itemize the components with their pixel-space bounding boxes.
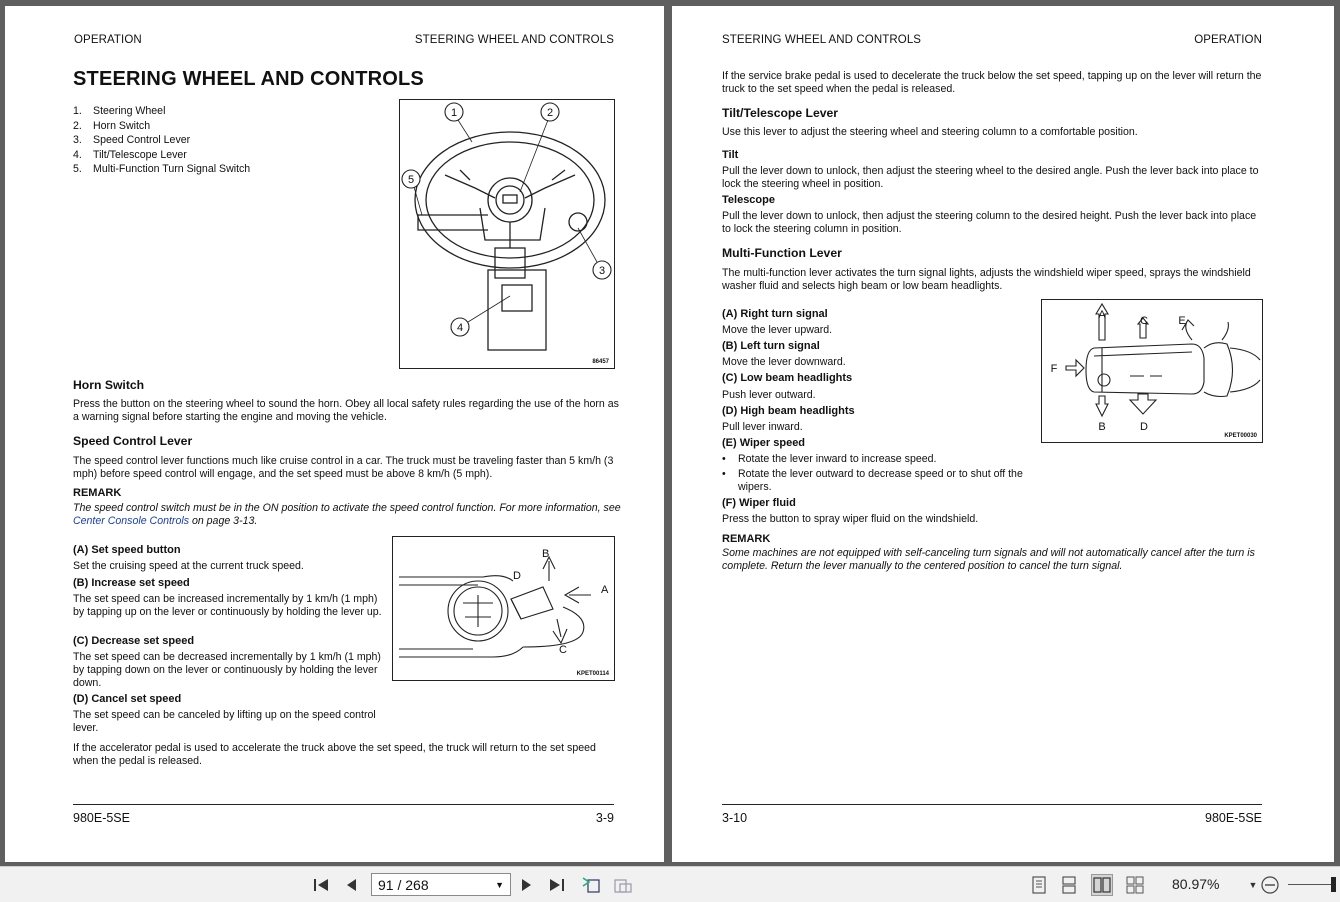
tilt-heading: Tilt/Telescope Lever	[722, 106, 839, 120]
list-item: • Rotate the lever outward to decrease speed or to shut off the wipers.	[722, 468, 1040, 494]
header-left: OPERATION	[74, 34, 142, 46]
high-beam-text: Pull lever inward.	[722, 421, 803, 433]
label-b: B	[542, 548, 550, 560]
speed-text: The speed control lever functions much like cruise control in a car. The truck must be traveling faster than 5 km/h (3 mph) before speed control will engage, and the set speed must be above 8 km/h (5 mph).	[73, 455, 614, 480]
single-page-icon[interactable]	[1028, 874, 1050, 896]
label-d: D	[513, 570, 521, 582]
tilt-sub-heading: Tilt	[722, 149, 739, 161]
list-item: 1. Steering Wheel	[73, 105, 166, 117]
remark-text: The speed control switch must be in the ON position to activate the speed control function. For more information, see Center Console Controls on page 3-13.	[73, 502, 621, 527]
label-a: A	[1098, 309, 1106, 321]
right-turn-text: Move the lever upward.	[722, 324, 833, 336]
first-page-icon[interactable]	[310, 874, 332, 896]
wiper-fluid-text: Press the button to spray wiper fluid on the windshield.	[722, 513, 979, 525]
tilt-text: Use this lever to adjust the steering wheel and steering column to a comfortable position.	[722, 126, 1138, 138]
footer-page-number: 3-9	[595, 811, 614, 825]
zoom-slider-thumb[interactable]	[1331, 877, 1336, 892]
label-e: E	[1178, 315, 1186, 327]
footer-rule	[73, 804, 614, 805]
header-right: OPERATION	[1194, 34, 1262, 46]
list-item: 5. Multi-Function Turn Signal Switch	[73, 163, 251, 176]
label-b: B	[1098, 421, 1106, 433]
footer-left: 980E-5SE	[73, 811, 130, 825]
center-console-link[interactable]: Center Console Controls	[73, 515, 189, 527]
header-left: STEERING WHEEL AND CONTROLS	[722, 34, 922, 46]
callout-4: 4	[456, 322, 464, 334]
page-number-value: 91 / 268	[378, 876, 429, 893]
zoom-out-icon[interactable]	[1259, 874, 1281, 896]
page-number-input[interactable]	[371, 873, 511, 896]
document-page-left	[5, 6, 664, 862]
zoom-slider-track[interactable]	[1288, 884, 1336, 885]
zoom-dropdown-icon[interactable]: ▼	[1248, 880, 1258, 890]
label-a: A	[601, 584, 609, 596]
set-speed-text: Set the cruising speed at the current truck speed.	[73, 560, 304, 572]
list-item: 3. Speed Control Lever	[73, 134, 191, 147]
mf-heading: Multi-Function Lever	[722, 246, 842, 260]
intro-text: If the service brake pedal is used to decelerate the truck below the set speed, tapping up on the lever will return the truck to the set speed when the pedal is released.	[722, 70, 1262, 95]
cancel-speed-text: The set speed can be canceled by lifting up on the speed control lever.	[73, 709, 376, 734]
component-list	[73, 104, 250, 177]
multifunction-lever-figure	[1041, 299, 1263, 443]
footer-rule	[722, 804, 1262, 805]
viewer-toolbar	[0, 866, 1340, 902]
set-speed-label: (A) Set speed button	[73, 544, 181, 556]
figure-code: 86457	[592, 359, 609, 365]
accelerator-text: If the accelerator pedal is used to accelerate the truck above the set speed, the truck will return to the set speed when the pedal is released.	[73, 742, 596, 767]
horn-heading: Horn Switch	[73, 378, 145, 392]
document-page-right	[672, 6, 1334, 862]
remark-text: Some machines are not equipped with self-canceling turn signals and will not automatically cancel after the turn is complete. Return the lever manually to the centered position to cancel the turn signal.	[722, 547, 1255, 572]
label-f: F	[1050, 363, 1058, 375]
last-page-icon[interactable]	[546, 874, 568, 896]
label-d: D	[1140, 421, 1148, 433]
speed-lever-figure	[392, 536, 615, 681]
chevron-down-icon[interactable]: ▼	[495, 879, 504, 890]
callout-1: 1	[450, 107, 458, 119]
previous-view-icon[interactable]	[580, 874, 602, 896]
wiper-speed-bullets	[722, 453, 1040, 494]
callout-3: 3	[598, 265, 606, 277]
remark-label: REMARK	[73, 487, 122, 499]
list-item: 2. Horn Switch	[73, 119, 151, 132]
low-beam-text: Push lever outward.	[722, 389, 816, 401]
next-view-icon[interactable]	[612, 874, 634, 896]
decrease-speed-label: (C) Decrease set speed	[73, 635, 195, 647]
increase-speed-label: (B) Increase set speed	[73, 577, 190, 589]
label-c: C	[1140, 315, 1148, 327]
decrease-speed-text: The set speed can be decreased incrementally by 1 km/h (1 mph) by tapping down on the lever or continuously by holding the lever down.	[73, 651, 381, 689]
low-beam-label: (C) Low beam headlights	[722, 372, 853, 384]
left-turn-label: (B) Left turn signal	[722, 340, 820, 352]
cancel-speed-label: (D) Cancel set speed	[73, 693, 182, 705]
footer-page-number: 3-10	[722, 811, 748, 825]
tilt-sub-text: Pull the lever down to unlock, then adjust the steering wheel to the desired angle. Push the lever back into place to lock the steering wheel in position.	[722, 165, 1259, 190]
zoom-level[interactable]: 80.97%	[1172, 876, 1220, 892]
label-c: C	[559, 644, 567, 656]
figure-code: KPET00030	[1224, 433, 1257, 439]
right-turn-label: (A) Right turn signal	[722, 308, 828, 320]
left-turn-text: Move the lever downward.	[722, 356, 846, 368]
increase-speed-text: The set speed can be increased incrementally by 1 km/h (1 mph) by tapping up on the lever or continuously by holding the lever up.	[73, 593, 382, 618]
facing-icon[interactable]	[1091, 874, 1113, 896]
wiper-speed-label: (E) Wiper speed	[722, 437, 806, 449]
callout-2: 2	[546, 107, 554, 119]
list-item: 4. Tilt/Telescope Lever	[73, 148, 187, 161]
footer-right: 980E-5SE	[1205, 811, 1262, 825]
figure-code: KPET00114	[576, 671, 609, 677]
list-item: • Rotate the lever inward to increase speed.	[722, 453, 1040, 466]
speed-heading: Speed Control Lever	[73, 434, 193, 448]
continuous-facing-icon[interactable]	[1124, 874, 1146, 896]
header-right: STEERING WHEEL AND CONTROLS	[414, 34, 614, 46]
continuous-icon[interactable]	[1058, 874, 1080, 896]
telescope-sub-heading: Telescope	[722, 194, 775, 206]
mf-text: The multi-function lever activates the turn signal lights, adjusts the windshield wiper speed, sprays the windshield washer fluid and selects high beam or low beam headlights.	[722, 267, 1251, 292]
high-beam-label: (D) High beam headlights	[722, 405, 855, 417]
callout-5: 5	[407, 174, 415, 186]
next-page-icon[interactable]	[516, 874, 538, 896]
telescope-sub-text: Pull the lever down to unlock, then adjust the steering column to the desired height. Push the lever back into place to lock the steering column in position.	[722, 210, 1257, 235]
horn-text: Press the button on the steering wheel to sound the horn. Obey all local safety rules regarding the use of the horn as a warning signal before starting the engine and moving the vehicle.	[73, 398, 619, 423]
wiper-fluid-label: (F) Wiper fluid	[722, 497, 796, 509]
steering-wheel-figure	[399, 99, 615, 369]
prev-page-icon[interactable]	[340, 874, 362, 896]
remark-label: REMARK	[722, 533, 771, 545]
page-title: STEERING WHEEL AND CONTROLS	[73, 68, 424, 90]
